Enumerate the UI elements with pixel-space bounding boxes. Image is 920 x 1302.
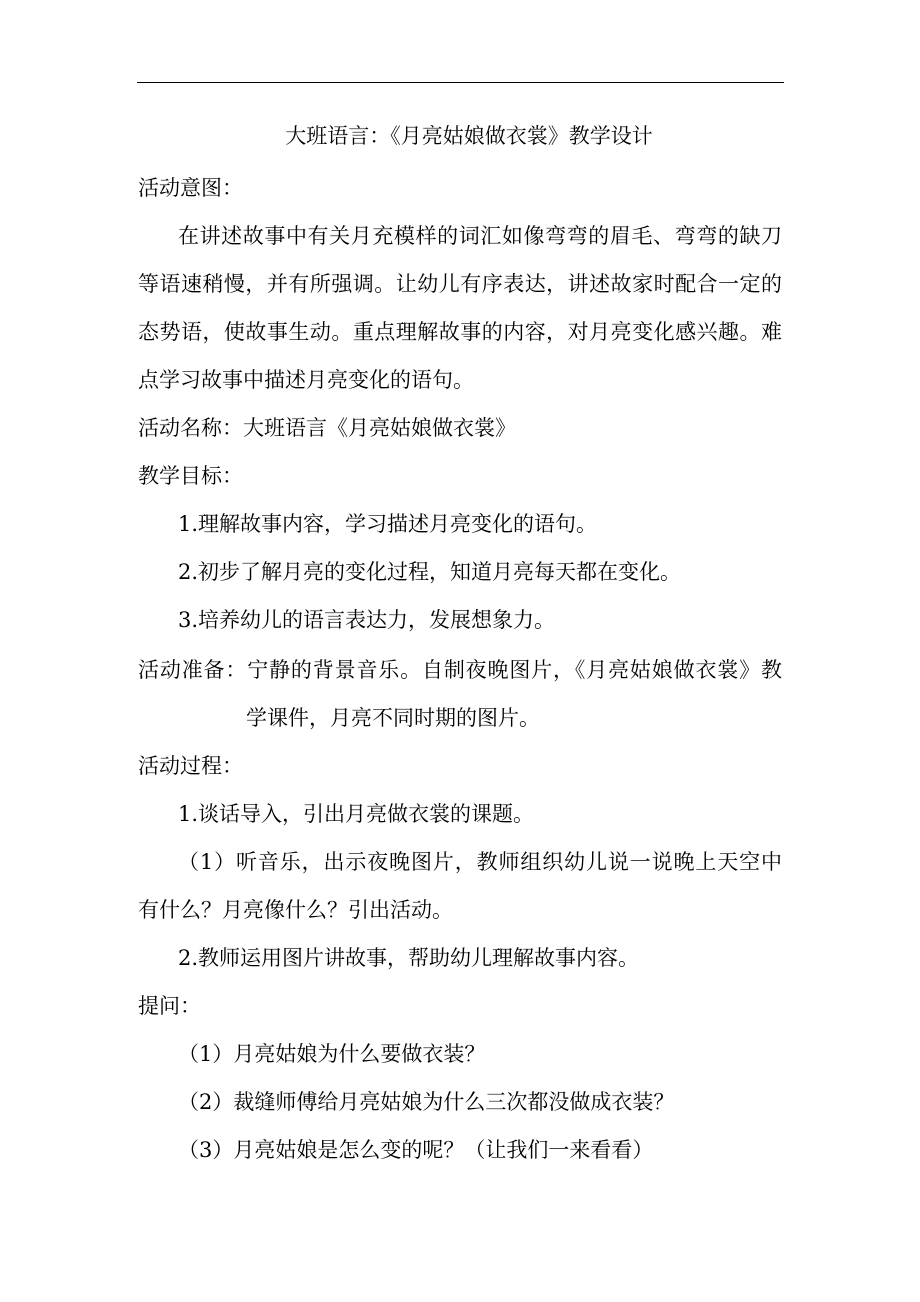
step-1: 1.谈话导入，引出月亮做衣裳的课题。 bbox=[178, 802, 535, 826]
goal-item-1: 1.理解故事内容，学习描述月亮变化的语句。 bbox=[178, 512, 598, 536]
document-title: 大班语言：《月亮姑娘做衣裳》教学设计 bbox=[285, 124, 653, 148]
goal-item-3: 3.培养幼儿的语言表达力，发展想象力。 bbox=[178, 608, 556, 632]
intent-line-4: 点学习故事中描述月亮变化的语句。 bbox=[138, 368, 474, 392]
intent-line-3: 态势语，使故事生动。重点理解故事的内容，对月亮变化感兴趣。难 bbox=[138, 320, 782, 344]
preparation-line-1: 活动准备：宁静的背景音乐。自制夜晚图片，《月亮姑娘做衣裳》教 bbox=[138, 658, 782, 682]
header-rule bbox=[137, 82, 784, 83]
question-3: （3）月亮姑娘是怎么变的呢？（让我们一来看看） bbox=[178, 1138, 654, 1162]
step-1-sub-line-1: （1）听音乐，出示夜晚图片，教师组织幼儿说一说晚上天空中 bbox=[178, 850, 782, 874]
intent-line-2: 等语速稍慢，并有所强调。让幼儿有序表达，讲述故家时配合一定的 bbox=[138, 272, 782, 296]
activity-name: 活动名称：大班语言《月亮姑娘做衣裳》 bbox=[138, 416, 516, 440]
question-2: （2）裁缝师傅给月亮姑娘为什么三次都没做成衣装？ bbox=[178, 1090, 675, 1114]
preparation-line-2: 学课件，月亮不同时期的图片。 bbox=[246, 706, 540, 730]
process-heading: 活动过程： bbox=[138, 754, 243, 778]
intent-line-1: 在讲述故事中有关月充模样的词汇如像弯弯的眉毛、弯弯的缺刀 bbox=[178, 224, 782, 248]
question-1: （1）月亮姑娘为什么要做衣装？ bbox=[178, 1042, 486, 1066]
questions-heading: 提问： bbox=[138, 994, 201, 1018]
intent-heading: 活动意图： bbox=[138, 176, 243, 200]
step-1-sub-line-2: 有什么？月亮像什么？引出活动。 bbox=[138, 898, 453, 922]
goal-item-2: 2.初步了解月亮的变化过程，知道月亮每天都在变化。 bbox=[178, 560, 682, 584]
step-2: 2.教师运用图片讲故事，帮助幼儿理解故事内容。 bbox=[178, 946, 640, 970]
goals-heading: 教学目标： bbox=[138, 464, 243, 488]
